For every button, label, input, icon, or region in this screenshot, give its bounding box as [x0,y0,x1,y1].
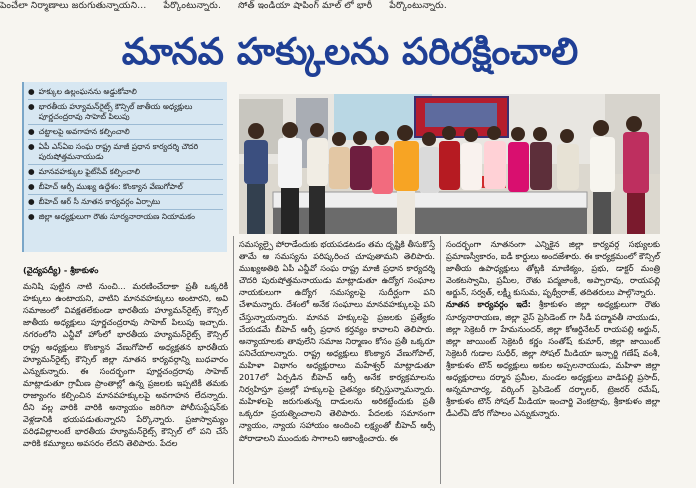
bullet-text: భారతీయ హ్యూమన్‌రైట్స్ కౌన్సిల్ జాతీయ అధ్యక్షులు పూర్ణచంద్రరావు సాహెబ్ పిలుపు [38,102,193,121]
article-text-column-3: సందర్భంగా నూతనంగా ఎన్నికైన జిల్లా కార్యవర్గ సభ్యులకు ప్రమాణస్వీకారం, ఐడీ కార్డులు అందజేశారు. ఈ కార్యక్రమంలో కౌన్సిల్ జాతీయ ఉపాధ్యక్షులు తోట్లకి మాణిక్యం, ప్రభు, డాక్టర్ మంత్రి వెంకటస్వామి, ప్రమీల, రౌతు పద్మజాంకి, అప్పారావు, రాయపల్లి అర్జున్, సర్వత్, లక్ష్మీ కుసుమ, పృథ్వీరాజ్, తదితరులు పాల్గొన్నారు. [446,239,660,298]
bullet-text: హక్కుల ఉల్లంఘనను అడ్డుకోవాలి [38,87,137,96]
column-divider [440,236,441,484]
bullet-dot-icon: ● [28,87,35,96]
bullet-text: మానవహక్కుల ఫైట్‌సేవ్ కల్పించాలి [38,167,140,176]
article-text-column-2: సమస్యల్పై పోరాడేందుకు భయపడటడం తమ దృష్టికి తీసుకొస్తే తామే ఆ సమస్యను పరిష్కరించ చూపుతామని తెలిపారు. ముఖ్యఅతిథి ఏపీ ఎన్జీవో సంఘ రాష్ట్ర మాజీ ప్రధాన కార్యదర్శి చౌదరి పురుషోత్తమనాయుడు మాట్లాడుతూ ఉద్యోగ సంఘాల నాయకులుగా ఉద్యోగ సమస్యలపై సుదీర్ఘంగా పని చేశామన్నారు. దేశంలో అనేక సంఘాలు మానవహక్కులపై పని చేస్తున్నాయన్నారు. మానవ హక్కులపై ప్రజలకు ప్రత్యేకం చేయడమే బీహెచ్ ఆర్సీ ప్రధాన కర్తవ్యం కావాలని తెలిపారు. అన్యాయాలకు తావులేని సమాజ నిర్మాణం కోసం ప్రతీ ఒక్కరూ పనిచేయాలన్నారు. రాష్ట్ర అధ్యక్షులు కొంక్యాన వేణుగోపాల్, మహిళా విభాగం అధ్యక్షురాలు మహేశ్వర్ మాట్లాడుతూ 2017లో ఏర్పడిన బీహెచ్ ఆర్సీ అనేక కార్యక్రమాలను నిర్వహిస్తూ ప్రజల్లో హక్కులపై చైతన్యం కల్పిస్తున్నామన్నారు. మహిళలపై జరుగుతున్న దాడులను అరికట్టేందుకు ప్రతీ ఒక్కరూ ప్రయత్నించాలని తెలిపారు. పేదలకు సమానంగా న్యాయం, న్యాయ సహాయం అందించి లక్ష్యంతో బీహెచ్ ఆర్సీ పోరాడాలని ముందుకు సాగాలని ఆకాంక్షించారు. ఈ [239,239,435,443]
bullet-dot-icon: ● [28,142,35,151]
person-2 [278,122,302,234]
bullet-dot-icon: ● [28,212,35,221]
bullet-text: జిల్లా అధ్యక్షులుగా రౌతు సూర్యనారాయణ నియామకం [38,212,195,221]
dateline: (వైద్యపద్యీ) - శ్రీకాకుళం [23,265,99,275]
bullet-dot-icon: ● [28,197,35,206]
article-column-3 [446,238,660,484]
event-photo [239,94,660,234]
bullet-item [28,100,223,125]
column-divider [233,236,234,484]
bullet-dot-icon: ● [28,182,35,191]
bullet-item [28,125,223,140]
bullet-item [28,140,223,165]
bullet-dot-icon: ● [28,102,35,111]
top-strip-text-4: పేర్కొంటున్నారు. [389,1,447,11]
meeting-photo-svg [239,94,660,234]
top-strip-text-2: పేర్కొంటున్నారు. [163,1,222,11]
bullet-dot-icon: ● [28,167,35,176]
bullet-item [28,180,223,195]
bullet-item [28,85,223,100]
bullet-text: చట్టాలపై అవగాహన కల్పించాలి [38,127,130,136]
article-text-column-3b: శ్రీకాకుళం జిల్లా అధ్యక్షులుగా రౌతు సూర్యనారాయణ, జిల్లా వైస్ ప్రెసిడెంట్ గా సీడీ పద్మావతీ నాయుడు, జిల్లా సెక్రెటరీ గా హేమనుందర్, జిల్లా కోఆర్డినేటర్ రాయపల్లి అర్జున్, జిల్లా జాయింట్ సెక్రెటరీ కర్ణం సంతోష్ కుమార్, జిల్లా జాయింట్ సెక్రెటరీ గుడాల సుధీర్, జిల్లా సోషల్ మీడియా ఇన్చార్జి గణేష్ వంశీ, శ్రీకాకుళం టౌన్ అధ్యక్షులు అకుల అప్పలనాయుడు, మహిళా జిల్లా అధ్యక్షురాలు దర్మాన ప్రమీల, మండల అధ్యక్షులు వాడిపల్లి ప్రసాద్, అన్నమాచార్య, వర్కింగ్ ప్రెసిడెంట్ దర్భాలర్, ట్రెజరర్ రమేష్, శ్రీకాకుళం టౌన్ సోషల్ మీడియా ఇంచార్జి వెంకట్రావు, శ్రీకాకుళం జిల్లా డీఎల్ఏ డోర గోపాలం ఎన్నుకున్నారు. [446,299,660,419]
top-strip-text-1: పెంచేలా నిర్మాణాలు జరుగుతున్నాయని... [0,1,147,11]
article-column-1 [23,264,228,484]
top-strip-text-3: సోత్ ఇండియా షాపింగ్ మాల్ లో భారీ [238,1,373,11]
subheading: నూతన కార్యవర్గం ఇదే: [446,299,531,310]
bullet-text: బీహెచ్ ఆర్సీ ముఖ్య ఉద్దేశం: కొంక్యాన వేణుగోపాల్ [38,182,183,191]
top-strip [0,0,696,18]
bullet-dot-icon: ● [28,127,35,136]
bullet-text: బీహెచ్ ఆర్ సీ నూతన కార్యవర్గం ఏర్పాటు [38,197,161,206]
bullet-item [28,165,223,180]
person-3 [307,123,328,234]
highlights-box [22,82,227,252]
bullet-text: ఏపీ ఎస్ఏఐ సంఘ రాష్ట్ర మాజీ ప్రధాన కార్యదర్శి చౌదరి పురుషోత్తమనాయుడు [38,142,199,161]
article-column-2 [239,238,435,484]
headline: మానవ హక్కులను పరిరక్షించాలి [121,30,579,73]
bullet-item [28,210,223,224]
article-text-column-1: మనిషి పుట్టిన నాటి నుంచి... మరణించేదాకా ప్రతీ ఒక్కరికీ హక్కులు ఉంటాయని, వాటిని మానవహక్కులు అంటారని, అవి సమాజంలో వివక్షతలేకుండా భారతీయ హ్యూమన్‌రైట్స్ కౌన్సిల్ జాతీయ అధ్యక్షులు పూర్ణచంద్రరావు సాహెబ్ పిలుపు ఇచ్చారు. నగరంలోని ఎన్జీవో హోంలో భారతీయ హ్యూమన్‌రైట్స్ కౌన్సిల్ రాష్ట్ర అధ్యక్షులు కొంక్యాన వేణుగోపాల్ అధ్యక్షతన భారతీయ హ్యూమన్‌రైట్స్ కౌన్సిల్ జిల్లా నూతన కార్యవర్గాన్ని బుధవారం ఎన్నుకున్నారు. ఈ సందర్భంగా పూర్ణచంద్రరావు సాహెబ్ మాట్లాడుతూ గ్రామీణ ప్రాంతాల్లో ఉన్న ప్రజలకు ఇప్పటికీ తమకు రాజ్యాంగం కల్పించిన మానవహక్కులపై అవగాహన లేదన్నారు. దీని వల్ల వారికి వారికి అన్యాయం జరిగినా పోలీసుస్టేషన్‌కు వెళ్లడానికి భయపడుతున్నారని పేర్కొన్నారు. ప్రజాస్వామ్యం పరిఢవిల్లాలంటే భారతీయ హ్యూమన్‌రైట్స్ కౌన్సిల్ లో పని చేసే వారికి కమ్యూలు అవసరం లేదని తెలిపారు. పేదల [23,281,228,449]
bullet-item [28,195,223,210]
